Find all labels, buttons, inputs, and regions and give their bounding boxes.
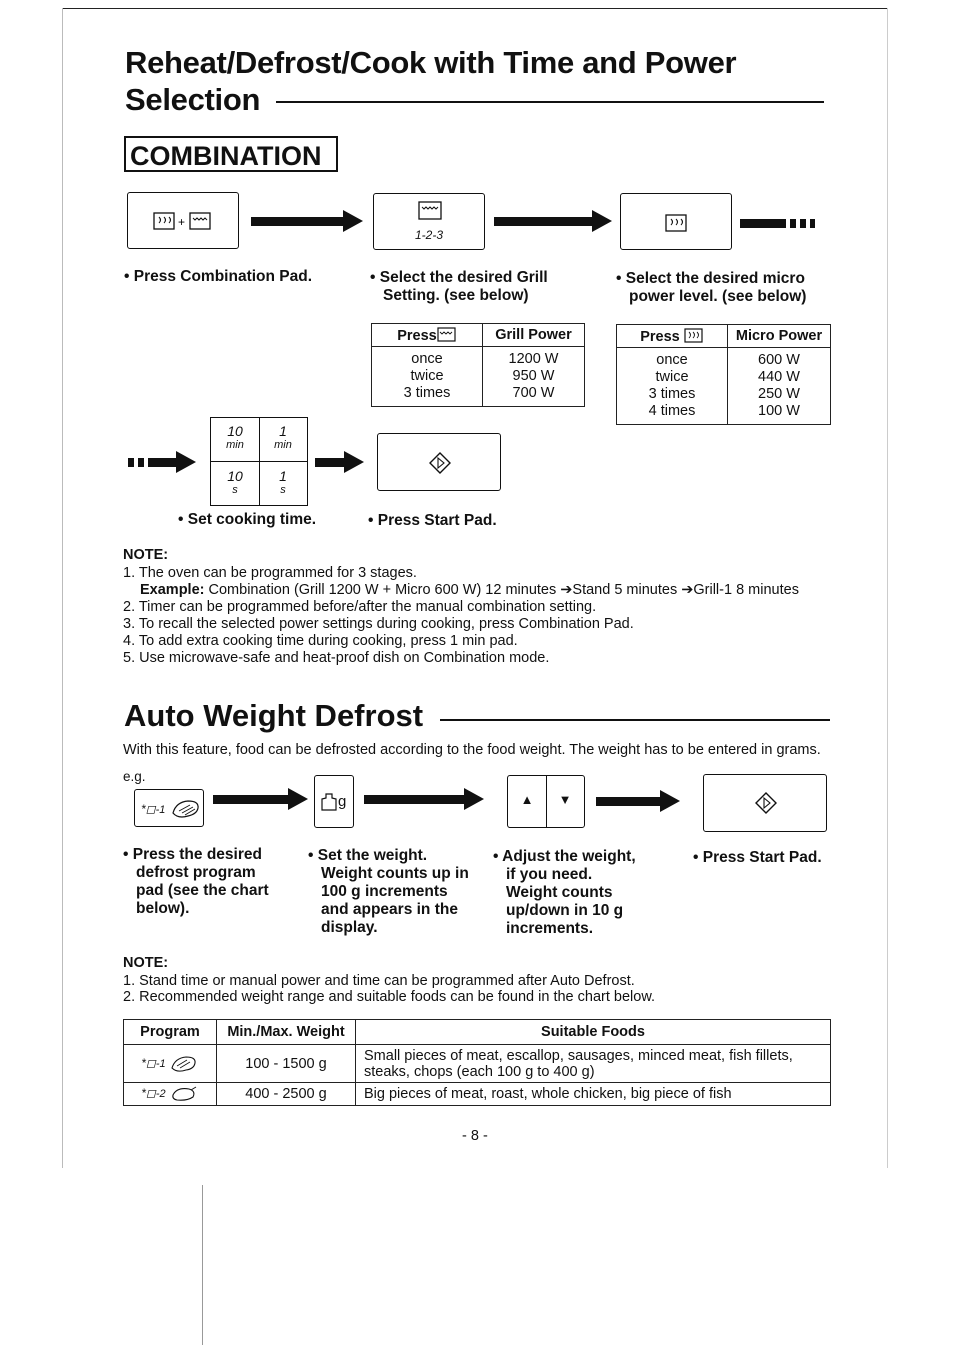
frame-left-rule (62, 8, 63, 1168)
grill-pad[interactable] (373, 193, 485, 250)
micro-row-power: 600 W (758, 352, 800, 368)
step-select-grill (370, 269, 548, 305)
micro-row-press: twice (655, 369, 689, 385)
grill-header-press-label: Press (397, 327, 437, 344)
cooking-time-pads (210, 417, 308, 506)
start-icon (378, 434, 502, 492)
foods-cell: Big pieces of meat, roast, whole chicken, big piece of fish (356, 1083, 831, 1106)
grill-table-press-col (372, 347, 483, 407)
grill-pad-number: 1-2-3 (414, 228, 443, 242)
step-line: Weight counts up in (321, 865, 469, 882)
arrow-4-shaft (213, 795, 288, 804)
note-item: 1. The oven can be programmed for 3 stages. (123, 565, 417, 581)
micro-table-power-col (728, 348, 831, 425)
section-title-combination (125, 44, 736, 118)
example-label: Example: (140, 582, 205, 598)
defrost-step-3 (493, 848, 636, 938)
arrow-6-head (660, 790, 680, 812)
timer-divider-h (211, 461, 307, 462)
10-min-pad[interactable] (211, 424, 259, 452)
frame-right-rule (887, 8, 888, 1168)
note-example (123, 582, 799, 599)
start-pad[interactable] (377, 433, 501, 491)
micro-row-power: 250 W (758, 386, 800, 402)
svg-text:+: + (178, 215, 186, 229)
micro-table-header-power: Micro Power (728, 325, 831, 348)
step-line: • Press Start Pad. (693, 849, 822, 866)
lead-dash-1 (128, 458, 134, 467)
note-heading-1: NOTE: (123, 547, 169, 563)
weight-cell: 400 - 2500 g (217, 1083, 356, 1106)
1-s-unit: s (280, 484, 286, 496)
title-rule-2 (440, 719, 830, 721)
notes-defrost (123, 973, 655, 1005)
program-cell (124, 1083, 217, 1106)
arrow-5-shaft (364, 795, 464, 804)
1-min-unit: min (274, 439, 292, 451)
program-number: -1 (155, 804, 166, 816)
header-weight: Min./Max. Weight (217, 1020, 356, 1045)
grill-row-press: once (411, 351, 443, 367)
micro-power-table (616, 324, 831, 425)
step-grill-line-2: Setting. (see below) (383, 287, 529, 304)
note-item: 5. Use microwave-safe and heat-proof dish on Combination mode. (123, 650, 550, 666)
program-number: -2 (155, 1087, 166, 1100)
program-cell (124, 1045, 217, 1083)
micro-small-icon (684, 328, 704, 344)
micro-row-power: 440 W (758, 369, 800, 385)
step-line: defrost program (136, 864, 256, 881)
note-heading-2: NOTE: (123, 955, 169, 971)
steak-icon (170, 797, 202, 821)
step-set-cooking-time: • Set cooking time. (178, 511, 317, 528)
step-line: and appears in the (321, 901, 458, 918)
defrost-chart-table (123, 1019, 831, 1106)
defrost-symbol-icon: *◻ (141, 802, 156, 816)
title-line-2: Selection (125, 82, 261, 117)
micro-power-icon (621, 194, 733, 251)
weight-unit: g (338, 793, 347, 810)
example-text: Combination (Grill 1200 W + Micro 600 W) 12 minutes ➔Stand 5 minutes ➔Grill-1 8 minutes (208, 582, 799, 598)
continue-dash-1 (790, 219, 796, 228)
binding-line (202, 1185, 203, 1345)
arrow-2-head (592, 210, 612, 232)
table-row (124, 1045, 831, 1083)
start-pad-defrost[interactable] (703, 774, 827, 832)
continue-dash-2 (800, 219, 806, 228)
step-line: • Adjust the weight, (493, 848, 636, 865)
notes-combination (123, 565, 799, 667)
micro-header-press-label: Press (640, 328, 680, 345)
grill-row-power: 700 W (512, 385, 555, 401)
1-min-pad[interactable] (259, 424, 307, 452)
step-grill-line-1: • Select the desired Grill (370, 269, 548, 286)
grill-icon (374, 198, 486, 228)
1-s-pad[interactable] (259, 469, 307, 497)
note-item: 4. To add extra cooking time during cooking, press 1 min pad. (123, 633, 518, 649)
step-press-start: • Press Start Pad. (368, 512, 497, 529)
combination-pad[interactable] (127, 192, 239, 249)
combination-label: COMBINATION (124, 136, 338, 172)
step-micro-line-1: • Select the desired micro (616, 270, 805, 287)
defrost-step-1 (123, 846, 269, 918)
step-line: if you need. (506, 866, 593, 883)
table-header-row (124, 1020, 831, 1045)
step-line: 100 g increments (321, 883, 448, 900)
weight-icon (320, 791, 340, 813)
weight-pad[interactable] (314, 775, 354, 828)
step-press-combination: • Press Combination Pad. (124, 268, 313, 285)
grill-power-table (371, 323, 585, 407)
defrost-step-4 (693, 849, 822, 867)
grill-row-power: 1200 W (508, 351, 559, 367)
grill-small-icon (437, 327, 457, 343)
up-down-pads (507, 775, 585, 828)
grill-table-power-col (483, 347, 585, 407)
arrow-2-shaft (494, 217, 592, 226)
defrost-program-pad[interactable] (134, 789, 204, 827)
10-s-unit: s (232, 484, 238, 496)
intro-text: With this feature, food can be defrosted according to the food weight. The weight has to be entered in grams. (123, 742, 821, 758)
defrost-program-pad-label (141, 802, 165, 816)
micro-table-press-col (617, 348, 728, 425)
step-line: below). (136, 900, 190, 917)
start-icon (704, 775, 828, 833)
grill-table-header-power: Grill Power (483, 324, 585, 347)
step-line: • Press the desired (123, 846, 262, 863)
eg-label: e.g. (123, 769, 146, 784)
1-s-value: 1 (279, 468, 287, 484)
micro-row-press: once (656, 352, 688, 368)
arrow-1-shaft (251, 217, 343, 226)
step-line: up/down in 10 g (506, 902, 624, 919)
title-line-1: Reheat/Defrost/Cook with Time and Power (125, 45, 737, 80)
defrost-step-2 (308, 847, 469, 937)
header-foods: Suitable Foods (356, 1020, 831, 1045)
defrost-symbol-icon: *◻ (141, 1055, 156, 1070)
micro-row-press: 4 times (648, 403, 696, 419)
arrow-6-shaft (596, 797, 660, 806)
note-item: 2. Recommended weight range and suitable foods can be found in the chart below. (123, 989, 656, 1005)
step-micro-line-2: power level. (see below) (629, 288, 807, 305)
foods-cell: Small pieces of meat, escallop, sausages, minced meat, fish fillets, steaks, chops (each 100 g to 400 g) (356, 1045, 831, 1083)
lead-dash-2 (138, 458, 144, 467)
micro-row-press: 3 times (648, 386, 696, 402)
grill-table-header-press (372, 324, 483, 347)
arrow-4-head (288, 788, 308, 810)
grill-row-power: 950 W (512, 368, 555, 384)
step-line: • Set the weight. (308, 847, 428, 864)
page-number: - 8 - (462, 1128, 488, 1144)
arrow-1-head (343, 210, 363, 232)
step-line: pad (see the chart (136, 882, 269, 899)
step-select-micro (616, 270, 806, 306)
step-line: Weight counts (506, 884, 613, 901)
arrow-3-shaft (315, 458, 344, 467)
10-min-unit: min (226, 439, 244, 451)
section-title-auto-weight-defrost: Auto Weight Defrost (124, 698, 424, 733)
lead-arrow-head (176, 451, 196, 473)
chicken-icon (169, 1085, 199, 1103)
steak-icon (169, 1054, 199, 1074)
continue-dash-3 (810, 219, 815, 228)
continue-dash-long (740, 219, 786, 228)
step-line: increments. (506, 920, 594, 937)
arrow-3-head (344, 451, 364, 473)
note-item: 3. To recall the selected power settings during cooking, press Combination Pad. (123, 616, 634, 632)
grill-row-press: 3 times (403, 385, 451, 401)
10-min-value: 10 (227, 423, 243, 439)
frame-top-rule (62, 8, 888, 9)
10-s-value: 10 (227, 468, 243, 484)
micro-power-pad[interactable] (620, 193, 732, 250)
title-rule (276, 101, 824, 103)
lead-dash-long (148, 458, 176, 467)
arrow-5-head (464, 788, 484, 810)
combination-icon (128, 193, 240, 250)
10-s-pad[interactable] (211, 469, 259, 497)
step-line: display. (321, 919, 378, 936)
up-button[interactable]: ▲ (520, 792, 534, 807)
micro-row-power: 100 W (758, 403, 800, 419)
defrost-symbol-icon: *◻ (141, 1085, 156, 1100)
table-row (124, 1083, 831, 1106)
note-item: 1. Stand time or manual power and time can be programmed after Auto Defrost. (123, 973, 635, 989)
program-number: -1 (155, 1057, 166, 1070)
micro-table-header-press (617, 325, 728, 348)
note-item: 2. Timer can be programmed before/after the manual combination setting. (123, 599, 597, 615)
grill-row-press: twice (410, 368, 444, 384)
1-min-value: 1 (279, 423, 287, 439)
weight-cell: 100 - 1500 g (217, 1045, 356, 1083)
down-button[interactable]: ▼ (558, 792, 572, 807)
header-program: Program (124, 1020, 217, 1045)
